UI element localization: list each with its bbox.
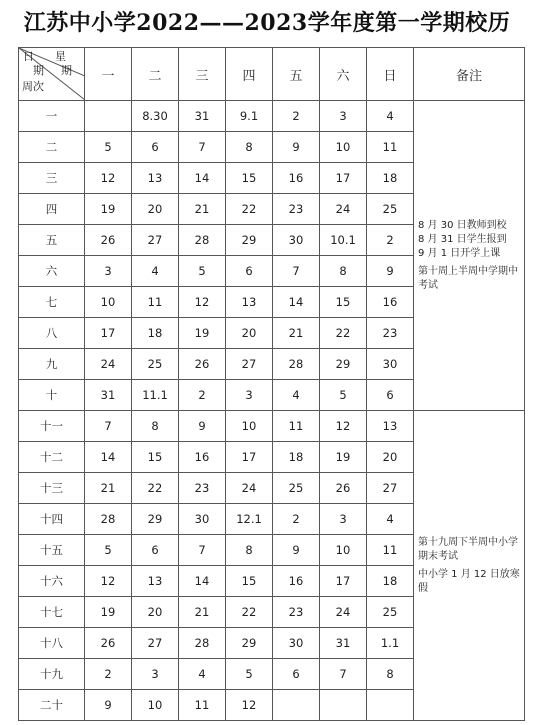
date-cell: 5 — [85, 535, 132, 566]
week-number-cell: 十五 — [19, 535, 85, 566]
week-number-cell: 九 — [19, 349, 85, 380]
date-cell: 13 — [226, 287, 273, 318]
date-cell: 16 — [273, 566, 320, 597]
date-cell: 20 — [132, 597, 179, 628]
date-cell: 3 — [132, 659, 179, 690]
date-cell: 23 — [179, 473, 226, 504]
date-cell: 22 — [226, 597, 273, 628]
week-number-cell: 二 — [19, 132, 85, 163]
date-cell: 11 — [132, 287, 179, 318]
date-cell: 25 — [367, 597, 414, 628]
date-cell: 6 — [273, 659, 320, 690]
date-cell — [273, 690, 320, 721]
date-cell: 7 — [320, 659, 367, 690]
date-cell: 20 — [226, 318, 273, 349]
date-cell: 31 — [85, 380, 132, 411]
week-number-cell: 十二 — [19, 442, 85, 473]
date-cell: 24 — [320, 597, 367, 628]
date-cell: 4 — [132, 256, 179, 287]
date-cell: 17 — [320, 566, 367, 597]
date-cell: 7 — [85, 411, 132, 442]
week-number-cell: 十七 — [19, 597, 85, 628]
note-text: 第十九周下半周中小学期末考试 — [418, 536, 518, 562]
week-number-cell: 六 — [19, 256, 85, 287]
date-cell: 4 — [367, 504, 414, 535]
date-cell: 9.1 — [226, 101, 273, 132]
date-cell: 30 — [273, 225, 320, 256]
date-cell — [320, 690, 367, 721]
date-cell: 12.1 — [226, 504, 273, 535]
date-cell: 10 — [85, 287, 132, 318]
date-cell: 6 — [132, 132, 179, 163]
date-cell: 7 — [273, 256, 320, 287]
note-text: 中小学 1 月 12 日放寒假 — [418, 568, 520, 594]
week-number-cell: 十八 — [19, 628, 85, 659]
date-cell: 14 — [273, 287, 320, 318]
corner-qi-label-left: 期 — [33, 64, 44, 77]
page-title: 江苏中小学2022——2023学年度第一学期校历 — [23, 10, 511, 36]
date-cell: 17 — [226, 442, 273, 473]
week-number-cell: 二十 — [19, 690, 85, 721]
date-cell: 2 — [273, 504, 320, 535]
date-cell: 28 — [179, 225, 226, 256]
week-number-cell: 十六 — [19, 566, 85, 597]
date-cell: 4 — [367, 101, 414, 132]
corner-day-label: 日 — [23, 50, 34, 63]
date-cell: 11 — [367, 132, 414, 163]
date-cell: 21 — [179, 194, 226, 225]
date-cell: 27 — [132, 628, 179, 659]
date-cell: 10 — [132, 690, 179, 721]
date-cell: 19 — [179, 318, 226, 349]
date-cell — [85, 101, 132, 132]
date-cell: 27 — [367, 473, 414, 504]
date-cell: 30 — [367, 349, 414, 380]
date-cell: 24 — [226, 473, 273, 504]
date-cell: 24 — [320, 194, 367, 225]
date-cell: 13 — [132, 163, 179, 194]
date-cell: 16 — [273, 163, 320, 194]
date-cell: 11 — [367, 535, 414, 566]
date-cell: 31 — [320, 628, 367, 659]
date-cell: 12 — [179, 287, 226, 318]
week-number-cell: 五 — [19, 225, 85, 256]
date-cell: 5 — [226, 659, 273, 690]
date-cell: 6 — [367, 380, 414, 411]
corner-week-label: 周次 — [22, 80, 44, 93]
date-cell: 28 — [85, 504, 132, 535]
calendar-table — [18, 47, 525, 721]
date-cell: 26 — [85, 225, 132, 256]
date-cell: 19 — [85, 194, 132, 225]
date-cell: 28 — [273, 349, 320, 380]
date-cell: 30 — [179, 504, 226, 535]
header-row — [19, 48, 525, 101]
date-cell: 7 — [179, 535, 226, 566]
date-cell: 14 — [85, 442, 132, 473]
date-cell: 9 — [367, 256, 414, 287]
date-cell: 25 — [273, 473, 320, 504]
date-cell: 31 — [179, 101, 226, 132]
date-cell: 26 — [320, 473, 367, 504]
day-header: 六 — [320, 48, 367, 101]
day-header: 五 — [273, 48, 320, 101]
date-cell: 7 — [179, 132, 226, 163]
date-cell: 17 — [320, 163, 367, 194]
date-cell: 5 — [179, 256, 226, 287]
week-number-cell: 十一 — [19, 411, 85, 442]
date-cell: 3 — [226, 380, 273, 411]
date-cell: 2 — [367, 225, 414, 256]
date-cell: 21 — [179, 597, 226, 628]
date-cell: 12 — [226, 690, 273, 721]
week-number-cell: 七 — [19, 287, 85, 318]
date-cell: 29 — [320, 349, 367, 380]
date-cell: 11 — [273, 411, 320, 442]
date-cell: 18 — [367, 163, 414, 194]
date-cell: 19 — [85, 597, 132, 628]
date-cell: 8 — [226, 132, 273, 163]
date-cell: 24 — [85, 349, 132, 380]
week-number-cell: 十四 — [19, 504, 85, 535]
date-cell: 18 — [132, 318, 179, 349]
date-cell: 10 — [320, 132, 367, 163]
day-header: 四 — [226, 48, 273, 101]
date-cell: 15 — [226, 163, 273, 194]
date-cell: 2 — [273, 101, 320, 132]
date-cell: 12 — [85, 163, 132, 194]
date-cell: 8 — [320, 256, 367, 287]
date-cell: 14 — [179, 566, 226, 597]
day-header: 日 — [367, 48, 414, 101]
date-cell: 10 — [226, 411, 273, 442]
date-cell: 14 — [179, 163, 226, 194]
date-cell: 3 — [85, 256, 132, 287]
date-cell: 3 — [320, 504, 367, 535]
notes-header: 备注 — [414, 48, 525, 101]
date-cell: 10 — [320, 535, 367, 566]
date-cell: 6 — [226, 256, 273, 287]
week-number-cell: 十九 — [19, 659, 85, 690]
date-cell: 15 — [320, 287, 367, 318]
date-cell: 12 — [320, 411, 367, 442]
date-cell: 1.1 — [367, 628, 414, 659]
date-cell: 6 — [132, 535, 179, 566]
corner-star-label: 星 — [55, 50, 66, 63]
date-cell: 23 — [367, 318, 414, 349]
date-cell: 9 — [85, 690, 132, 721]
date-cell: 2 — [85, 659, 132, 690]
notes-cell — [414, 411, 525, 721]
week-number-cell: 四 — [19, 194, 85, 225]
date-cell: 26 — [85, 628, 132, 659]
date-cell: 22 — [320, 318, 367, 349]
calendar-body — [19, 101, 525, 721]
date-cell: 8.30 — [132, 101, 179, 132]
date-cell: 11.1 — [132, 380, 179, 411]
date-cell: 29 — [226, 628, 273, 659]
week-number-cell: 三 — [19, 163, 85, 194]
date-cell: 30 — [273, 628, 320, 659]
date-cell: 19 — [320, 442, 367, 473]
date-cell: 22 — [132, 473, 179, 504]
date-cell: 17 — [85, 318, 132, 349]
date-cell: 4 — [273, 380, 320, 411]
date-cell: 8 — [226, 535, 273, 566]
week-row — [19, 411, 525, 442]
date-cell: 20 — [132, 194, 179, 225]
note-text: 第十周上半周中学期中考试 — [418, 265, 518, 291]
date-cell: 4 — [179, 659, 226, 690]
day-header: 一 — [85, 48, 132, 101]
date-cell: 25 — [132, 349, 179, 380]
date-cell: 28 — [179, 628, 226, 659]
date-cell: 15 — [226, 566, 273, 597]
week-row — [19, 101, 525, 132]
date-cell: 23 — [273, 194, 320, 225]
date-cell: 9 — [273, 535, 320, 566]
date-cell: 5 — [85, 132, 132, 163]
notes-cell — [414, 101, 525, 411]
week-number-cell: 十 — [19, 380, 85, 411]
date-cell: 9 — [179, 411, 226, 442]
date-cell: 27 — [132, 225, 179, 256]
day-header: 三 — [179, 48, 226, 101]
week-number-cell: 一 — [19, 101, 85, 132]
date-cell — [367, 690, 414, 721]
date-cell: 9 — [273, 132, 320, 163]
corner-qi-label-right: 期 — [61, 64, 72, 77]
date-cell: 2 — [179, 380, 226, 411]
date-cell: 11 — [179, 690, 226, 721]
date-cell: 5 — [320, 380, 367, 411]
day-header: 二 — [132, 48, 179, 101]
date-cell: 13 — [367, 411, 414, 442]
date-cell: 20 — [367, 442, 414, 473]
date-cell: 8 — [367, 659, 414, 690]
date-cell: 25 — [367, 194, 414, 225]
corner-header-cell — [19, 48, 85, 101]
date-cell: 21 — [273, 318, 320, 349]
date-cell: 16 — [179, 442, 226, 473]
date-cell: 26 — [179, 349, 226, 380]
date-cell: 13 — [132, 566, 179, 597]
date-cell: 8 — [132, 411, 179, 442]
date-cell: 27 — [226, 349, 273, 380]
date-cell: 22 — [226, 194, 273, 225]
week-number-cell: 八 — [19, 318, 85, 349]
date-cell: 15 — [132, 442, 179, 473]
date-cell: 12 — [85, 566, 132, 597]
date-cell: 16 — [367, 287, 414, 318]
date-cell: 29 — [132, 504, 179, 535]
date-cell: 3 — [320, 101, 367, 132]
date-cell: 18 — [273, 442, 320, 473]
date-cell: 18 — [367, 566, 414, 597]
date-cell: 23 — [273, 597, 320, 628]
week-number-cell: 十三 — [19, 473, 85, 504]
date-cell: 21 — [85, 473, 132, 504]
date-cell: 29 — [226, 225, 273, 256]
note-text: 8 月 30 日教师到校 8 月 31 日学生报到 9 月 1 日开学上课 — [418, 219, 507, 259]
date-cell: 10.1 — [320, 225, 367, 256]
